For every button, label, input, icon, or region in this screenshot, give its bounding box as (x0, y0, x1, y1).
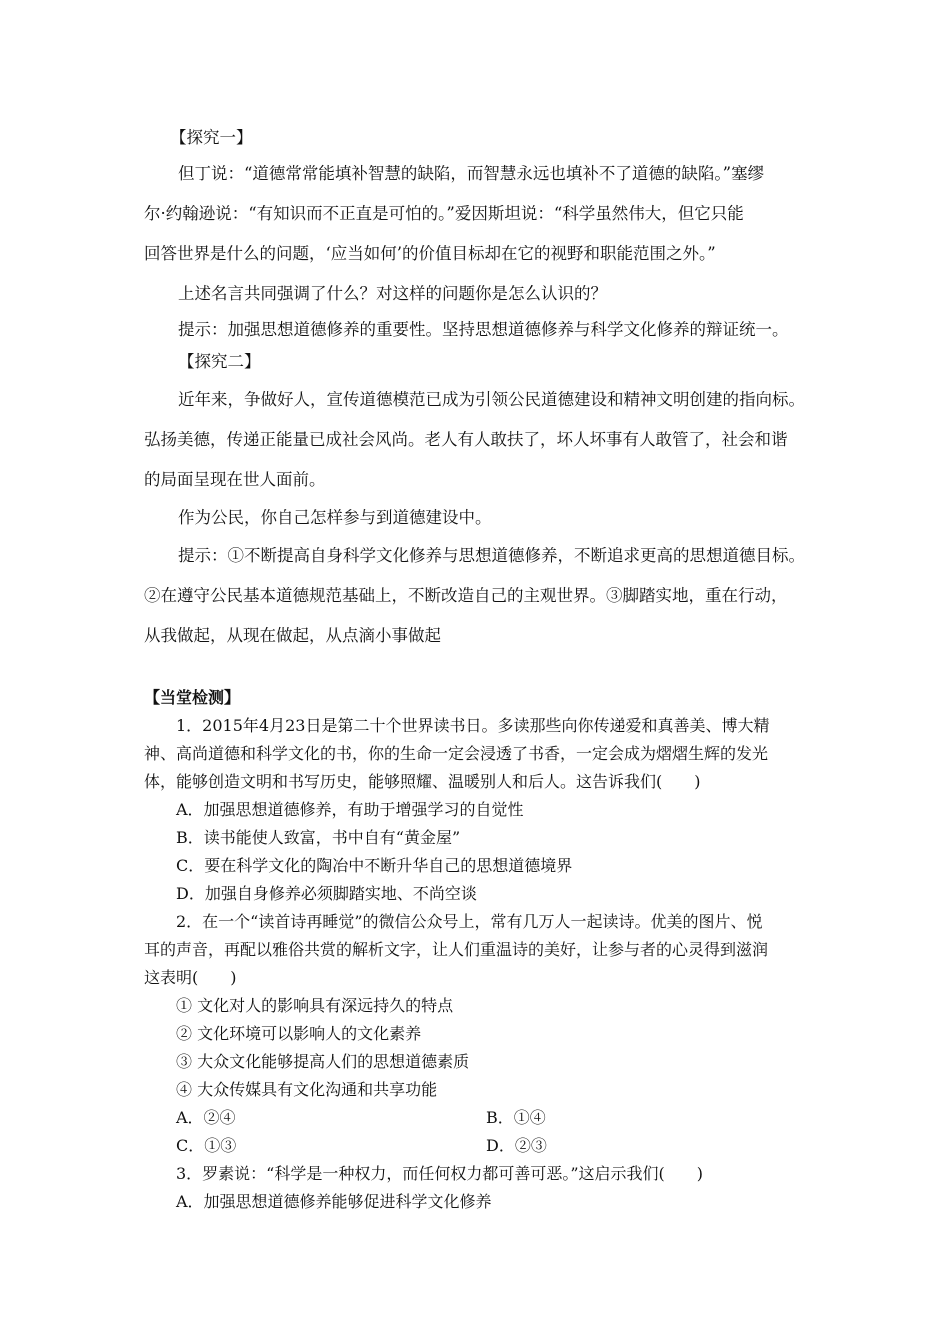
q1-stem: 1．2015年4月23日是第二十个世界读书日。多读那些向你传递爱和真善美、博大精 (176, 716, 770, 735)
explore1-question: 上述名言共同强调了什么？对这样的问题你是怎么认识的？ (178, 284, 607, 303)
q1-option-c: C．要在科学文化的陶冶中不断升华自己的思想道德境界 (176, 856, 573, 875)
q2-option-c: C．①③ (176, 1136, 237, 1155)
q2-statement: ① 文化对人的影响具有深远持久的特点 (176, 996, 454, 1015)
explore2-hint-line: ②在遵守公民基本道德规范基础上，不断改造自己的主观世界。③脚踏实地，重在行动， (144, 586, 788, 605)
explore1-line: 回答世界是什么的问题，‘应当如何’的价值目标却在它的视野和职能范围之外。” (144, 244, 716, 263)
q1-stem: 神、高尚道德和科学文化的书，你的生命一定会浸透了书香，一定会成为熠熠生辉的发光 (144, 744, 769, 763)
q1-option-a: A．加强思想道德修养，有助于增强学习的自觉性 (176, 800, 524, 819)
explore2-hint: 提示：①不断提高自身科学文化修养与思想道德修养，不断追求更高的思想道德目标。 (178, 546, 805, 565)
q1-stem: 体，能够创造文明和书写历史，能够照耀、温暖别人和后人。这告诉我们( ) (144, 772, 701, 791)
explore2-line: 近年来，争做好人，宣传道德模范已成为引领公民道德建设和精神文明创建的指向标。 (178, 390, 805, 409)
explore2-heading: 【探究二】 (178, 352, 261, 371)
explore1-line: 尔·约翰逊说：“有知识而不正直是可怕的。”爱因斯坦说：“科学虽然伟大，但它只能 (144, 204, 744, 223)
check-heading: 【当堂检测】 (144, 688, 241, 707)
q2-option-a: A．②④ (176, 1108, 236, 1127)
explore1-hint: 提示：加强思想道德修养的重要性。坚持思想道德修养与科学文化修养的辩证统一。 (178, 320, 789, 339)
q2-stem: 这表明( ) (144, 968, 237, 987)
explore1-line: 但丁说：“道德常常能填补智慧的缺陷，而智慧永远也填补不了道德的缺陷。”塞缪 (178, 164, 765, 183)
q2-statement: ④ 大众传媒具有文化沟通和共享功能 (176, 1080, 438, 1099)
q2-statement: ② 文化环境可以影响人的文化素养 (176, 1024, 422, 1043)
explore2-line: 弘扬美德，传递正能量已成社会风尚。老人有人敢扶了，坏人坏事有人敢管了，社会和谐 (144, 430, 788, 449)
explore2-hint-line: 从我做起，从现在做起，从点滴小事做起 (144, 626, 441, 645)
q2-statement: ③ 大众文化能够提高人们的思想道德素质 (176, 1052, 470, 1071)
q3-stem: 3．罗素说：“科学是一种权力，而任何权力都可善可恶。”这启示我们( ) (176, 1164, 704, 1183)
q1-option-d: D．加强自身修养必须脚踏实地、不尚空谈 (176, 884, 477, 903)
q2-stem: 耳的声音，再配以雅俗共赏的解析文字，让人们重温诗的美好，让参与者的心灵得到滋润 (144, 940, 769, 959)
q3-option-a: A．加强思想道德修养能够促进科学文化修养 (176, 1192, 492, 1211)
explore2-line: 的局面呈现在世人面前。 (144, 470, 326, 489)
q2-stem: 2．在一个“读首诗再睡觉”的微信公众号上，常有几万人一起读诗。优美的图片、悦 (176, 912, 763, 931)
q1-option-b: B．读书能使人致富，书中自有“黄金屋” (176, 828, 461, 847)
explore1-heading: 【探究一】 (170, 128, 253, 147)
q2-option-d: D．②③ (486, 1136, 547, 1155)
explore2-question: 作为公民，你自己怎样参与到道德建设中。 (178, 508, 492, 527)
q2-option-b: B．①④ (486, 1108, 546, 1127)
